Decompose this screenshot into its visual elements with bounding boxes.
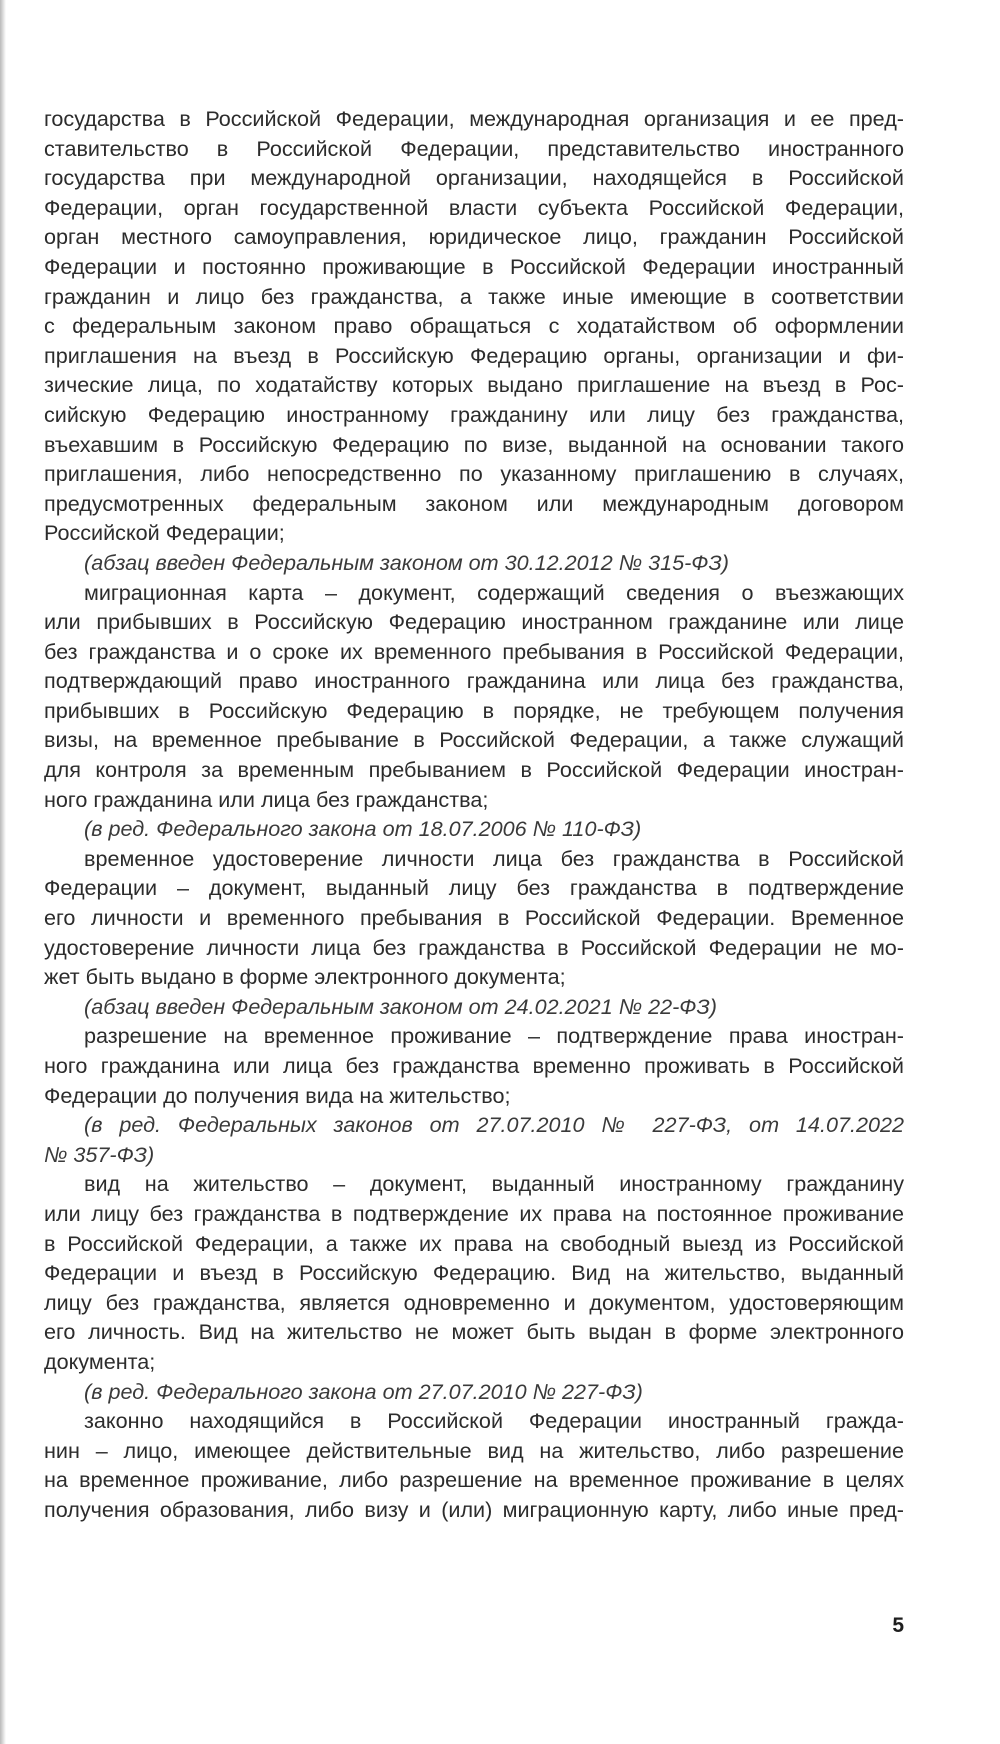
text-line: удостоверение личности лица без гражданства в Российской Федерации не мо- xyxy=(44,934,904,960)
text-line: подтверждающий право иностранного гражданина или лица без гражданства, xyxy=(44,668,904,694)
text-line: миграционная карта – документ, содержащий сведения о въезжающих xyxy=(84,579,904,605)
document-page xyxy=(44,104,904,1525)
text-line: ного гражданина или лица без гражданства временно проживать в Российской xyxy=(44,1053,904,1078)
text-line: разрешение на временное проживание – подтверждение права иностран- xyxy=(84,1023,904,1049)
page-edge-shadow xyxy=(0,0,6,1744)
text-line: вид на жительство – документ, выданный иностранному гражданину xyxy=(84,1171,904,1197)
text-line: Федерации и постоянно проживающие в Российской Федерации иностранный xyxy=(44,253,904,279)
text-line: ставительство в Российской Федерации, представительство иностранного xyxy=(44,135,904,161)
text-line: государства в Российской Федерации, международная организация и ее пред- xyxy=(44,106,904,131)
text-line: орган местного самоуправления, юридическое лицо, гражданин Российской xyxy=(44,224,904,250)
text-line: Федерации и въезд в Российскую Федерацию. Вид на жительство, выданный xyxy=(44,1260,904,1286)
text-line: Федерации до получения вида на жительство; xyxy=(44,1082,511,1108)
text-line: его личность. Вид на жительство не может быть выдан в форме электронного xyxy=(44,1319,904,1345)
amendment-note: (абзац введен Федеральным законом от 30.12.2012 № 315-ФЗ) xyxy=(84,549,729,575)
text-line: государства при международной организации, находящейся в Российской xyxy=(44,165,904,191)
text-line: Федерации, орган государственной власти субъекта Российской Федерации, xyxy=(44,194,904,220)
text-line: жет быть выдано в форме электронного документа; xyxy=(44,964,566,990)
text-line: на временное проживание, либо разрешение на временное проживание в целях xyxy=(44,1467,904,1493)
text-line: или лицу без гражданства в подтверждение их права на постоянное проживание xyxy=(44,1200,904,1226)
text-line: приглашения, либо непосредственно по указанному приглашению в случаях, xyxy=(44,461,904,487)
amendment-note: (абзац введен Федеральным законом от 24.02.2021 № 22-ФЗ) xyxy=(84,993,717,1019)
text-line: для контроля за временным пребыванием в Российской Федерации иностран- xyxy=(44,757,904,783)
text-line: сийскую Федерацию иностранному гражданину или лицу без гражданства, xyxy=(44,401,904,427)
text-line: въехавшим в Российскую Федерацию по визе, выданной на основании такого xyxy=(44,431,904,457)
text-line: временное удостоверение личности лица без гражданства в Российской xyxy=(84,845,904,871)
text-line: нин – лицо, имеющее действительные вид на жительство, либо разрешение xyxy=(44,1437,904,1463)
text-line: предусмотренных федеральным законом или международным договором xyxy=(44,490,904,516)
text-line: визы, на временное пребывание в Российской Федерации, а также служащий xyxy=(44,727,904,753)
text-line: ного гражданина или лица без гражданства; xyxy=(44,786,489,812)
text-line: гражданин и лицо без гражданства, а также иные имеющие в соответствии xyxy=(44,283,904,309)
text-line: законно находящийся в Российской Федерации иностранный гражда- xyxy=(84,1408,904,1434)
text-line: получения образования, либо визу и (или) миграционную карту, либо иные пред- xyxy=(44,1496,904,1522)
text-line: лицу без гражданства, является одновременно и документом, удостоверяющим xyxy=(44,1289,904,1315)
text-line: Российской Федерации; xyxy=(44,520,285,546)
text-line: Федерации – документ, выданный лицу без гражданства в подтверждение xyxy=(44,875,904,901)
amendment-note: № 357-ФЗ) xyxy=(44,1141,155,1167)
text-line: или прибывших в Российскую Федерацию иностранном гражданине или лице xyxy=(44,609,904,635)
text-line: зические лица, по ходатайству которых выдано приглашение на въезд в Рос- xyxy=(44,372,904,398)
text-line: в Российской Федерации, а также их права на свободный выезд из Российской xyxy=(44,1230,904,1256)
amendment-note: (в ред. Федерального закона от 18.07.2006 № 110-ФЗ) xyxy=(84,816,642,842)
page-number: 5 xyxy=(892,1614,904,1637)
amendment-note: (в ред. Федеральных законов от 27.07.2010 № 227-ФЗ, от 14.07.2022 xyxy=(84,1112,904,1138)
text-line: без гражданства и о сроке их временного пребывания в Российской Федерации, xyxy=(44,638,904,664)
amendment-note: (в ред. Федерального закона от 27.07.2010 № 227-ФЗ) xyxy=(84,1378,643,1404)
text-line: прибывших в Российскую Федерацию в порядке, не требующем получения xyxy=(44,697,904,723)
text-line: с федеральным законом право обращаться с ходатайством об оформлении xyxy=(44,313,904,339)
text-line: документа; xyxy=(44,1348,156,1374)
text-line: приглашения на въезд в Российскую Федерацию органы, организации и фи- xyxy=(44,342,904,368)
text-line: его личности и временного пребывания в Российской Федерации. Временное xyxy=(44,905,904,931)
